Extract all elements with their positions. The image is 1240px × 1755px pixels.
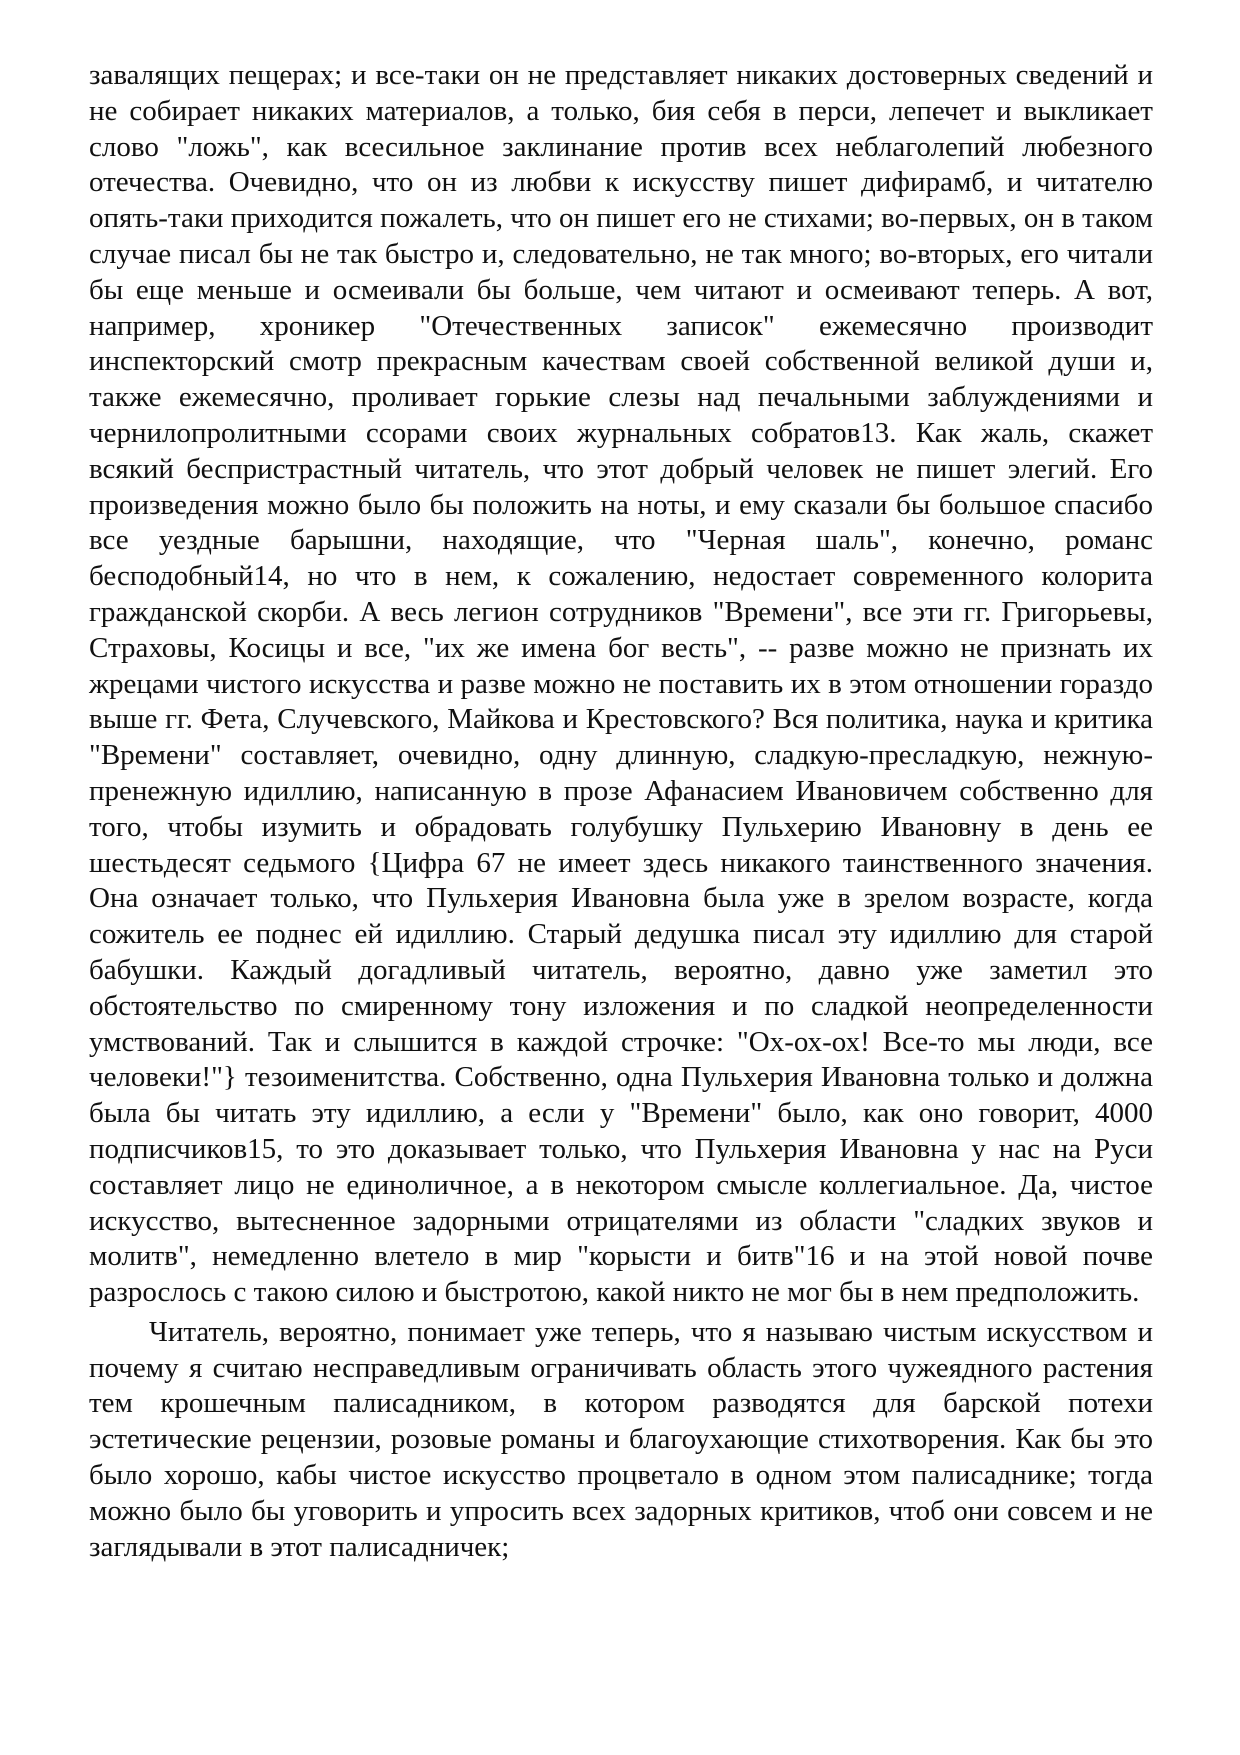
paragraph-1: завалящих пещерах; и все-таки он не представляет никаких достоверных сведений и не собирает никаких материалов, а только, бия себя в перси, лепечет и выкликает слово "ложь", как всесильное заклинание против всех неблаголепий любезного отечества. Очевидно, что он из любви к искусству пишет дифирамб, и читателю опять-таки приходится пожалеть, что он пишет его не стихами; во-первых, он в таком случае писал бы не так быстро и, следовательно, не так много; во-вторых, его читали бы еще меньше и осмеивали бы больше, чем читают и осмеивают теперь. А вот, например, хроникер "Отечественных записок" ежемесячно производит инспекторский смотр прекрасным качествам своей собственной великой души и, также ежемесячно, проливает горькие слезы над печальными заблуждениями и чернилопролитными ссорами своих журнальных собратов13. Как жаль, скажет всякий беспристрастный читатель, что этот добрый человек не пишет элегий. Его произведения можно было бы положить на ноты, и ему сказали бы большое спасибо все уездные барышни, находящие, что "Черная шаль", конечно, романс бесподобный14, но что в нем, к сожалению, недостает современного колорита гражданской скорби. А весь легион сотрудников "Времени", все эти гг. Григорьевы, Страховы, Косицы и все, "их же имена бог весть", -- разве можно не признать их жрецами чистого искусства и разве можно не поставить их в этом отношении гораздо выше гг. Фета, Случевского, Майкова и Крестовского? Вся политика, наука и критика "Времени" составляет, очевидно, одну длинную, сладкую-пресладкую, нежную-пренежную идиллию, написанную в прозе Афанасием Ивановичем собственно для того, чтобы изумить и обрадовать голубушку Пульхерию Ивановну в день ее шестьдесят седьмого {Цифра 67 не имеет здесь никакого таинственного значения. Она означает только, что Пульхерия Ивановна была уже в зрелом возрасте, когда сожитель ее поднес ей идиллию. Старый дедушка писал эту идиллию для старой бабушки. Каждый догадливый читатель, вероятно, давно уже заметил это обстоятельство по смиренному тону изложения и по сладкой неопределенности умствований. Так и слышится в каждой строчке: "Ох-ох-ох! Все-то мы люди, все человеки!"} тезоименитства. Собственно, одна Пульхерия Ивановна только и должна была бы читать эту идиллию, а если у "Времени" было, как оно говорит, 4000 подписчиков15, то это доказывает только, что Пульхерия Ивановна у нас на Руси составляет лицо не единоличное, а в некотором смысле коллегиальное. Да, чистое искусство, вытесненное задорными отрицателями из области "сладких звуков и молитв", немедленно влетело в мир "корысти и битв"16 и на этой новой почве разрослось с такою силою и быстротою, какой никто не мог бы в нем предположить. [89, 59, 1153, 1309]
document-body [89, 58, 1153, 1565]
paragraph-2: Читатель, вероятно, понимает уже теперь, что я называю чистым искусством и почему я считаю несправедливым ограничивать область этого чужеядного растения тем крошечным палисадником, в котором разводятся для барской потехи эстетические рецензии, розовые романы и благоухающие стихотворения. Как бы это было хорошо, кабы чистое искусство процветало в одном этом палисаднике; тогда можно было бы уговорить и упросить всех задорных критиков, чтоб они совсем и не заглядывали в этот палисадничек; [89, 1315, 1153, 1563]
